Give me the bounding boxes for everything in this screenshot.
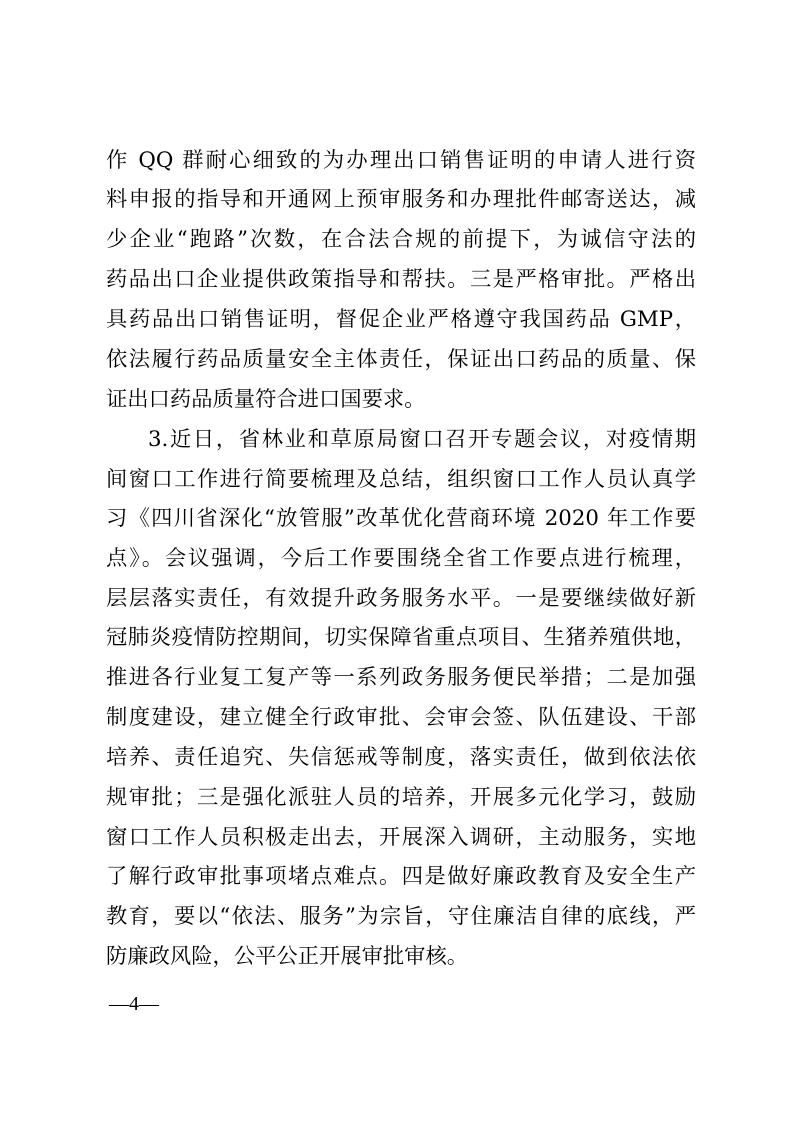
text-line: 依法履行药品质量安全主体责任，保证出口药品的质量、保 — [106, 347, 696, 372]
text-line: 防廉政风险，公平公正开展审批审核。 — [106, 944, 469, 969]
text-line: 具药品出口销售证明，督促企业严格遵守我国药品 GMP， — [106, 307, 696, 332]
text-line: 作 QQ 群耐心细致的为办理出口销售证明的申请人进行资 — [106, 148, 696, 173]
text-line: 培养、责任追究、失信惩戒等制度，落实责任，做到依法依 — [106, 745, 696, 770]
text-line: 制度建设，建立健全行政审批、会审会签、队伍建设、干部 — [106, 705, 696, 730]
text-line: 间窗口工作进行简要梳理及总结，组织窗口工作人员认真学 — [106, 467, 696, 492]
text-line: 证出口药品质量符合进口国要求。 — [106, 387, 426, 412]
text-line: 冠肺炎疫情防控期间，切实保障省重点项目、生猪养殖供地， — [106, 625, 696, 650]
text-line: 层层落实责任，有效提升政务服务水平。一是要继续做好新 — [106, 586, 696, 611]
text-line: 3.近日，省林业和草原局窗口召开专题会议，对疫情期 — [148, 427, 696, 452]
text-line: 推进各行业复工复产等一系列政务服务便民举措；二是加强 — [106, 665, 696, 690]
text-line: 规审批；三是强化派驻人员的培养，开展多元化学习，鼓励 — [106, 785, 696, 810]
text-line: 料申报的指导和开通网上预审服务和办理批件邮寄送达，减 — [106, 187, 696, 212]
text-line: 教育，要以“依法、服务”为宗旨，守住廉洁自律的底线，严 — [106, 904, 696, 929]
text-line: 药品出口企业提供政策指导和帮扶。三是严格审批。严格出 — [106, 267, 696, 292]
text-line: 窗口工作人员积极走出去，开展深入调研，主动服务，实地 — [106, 825, 696, 850]
page-number: —4— — [109, 993, 159, 1015]
text-line: 了解行政审批事项堵点难点。四是做好廉政教育及安全生产 — [106, 864, 696, 889]
text-line: 少企业“跑路”次数，在合法合规的前提下，为诚信守法的 — [106, 227, 696, 252]
text-line: 点》。会议强调，今后工作要围绕全省工作要点进行梳理， — [106, 546, 696, 571]
text-line: 习《四川省深化“放管服”改革优化营商环境 2020 年工作要 — [106, 506, 696, 531]
